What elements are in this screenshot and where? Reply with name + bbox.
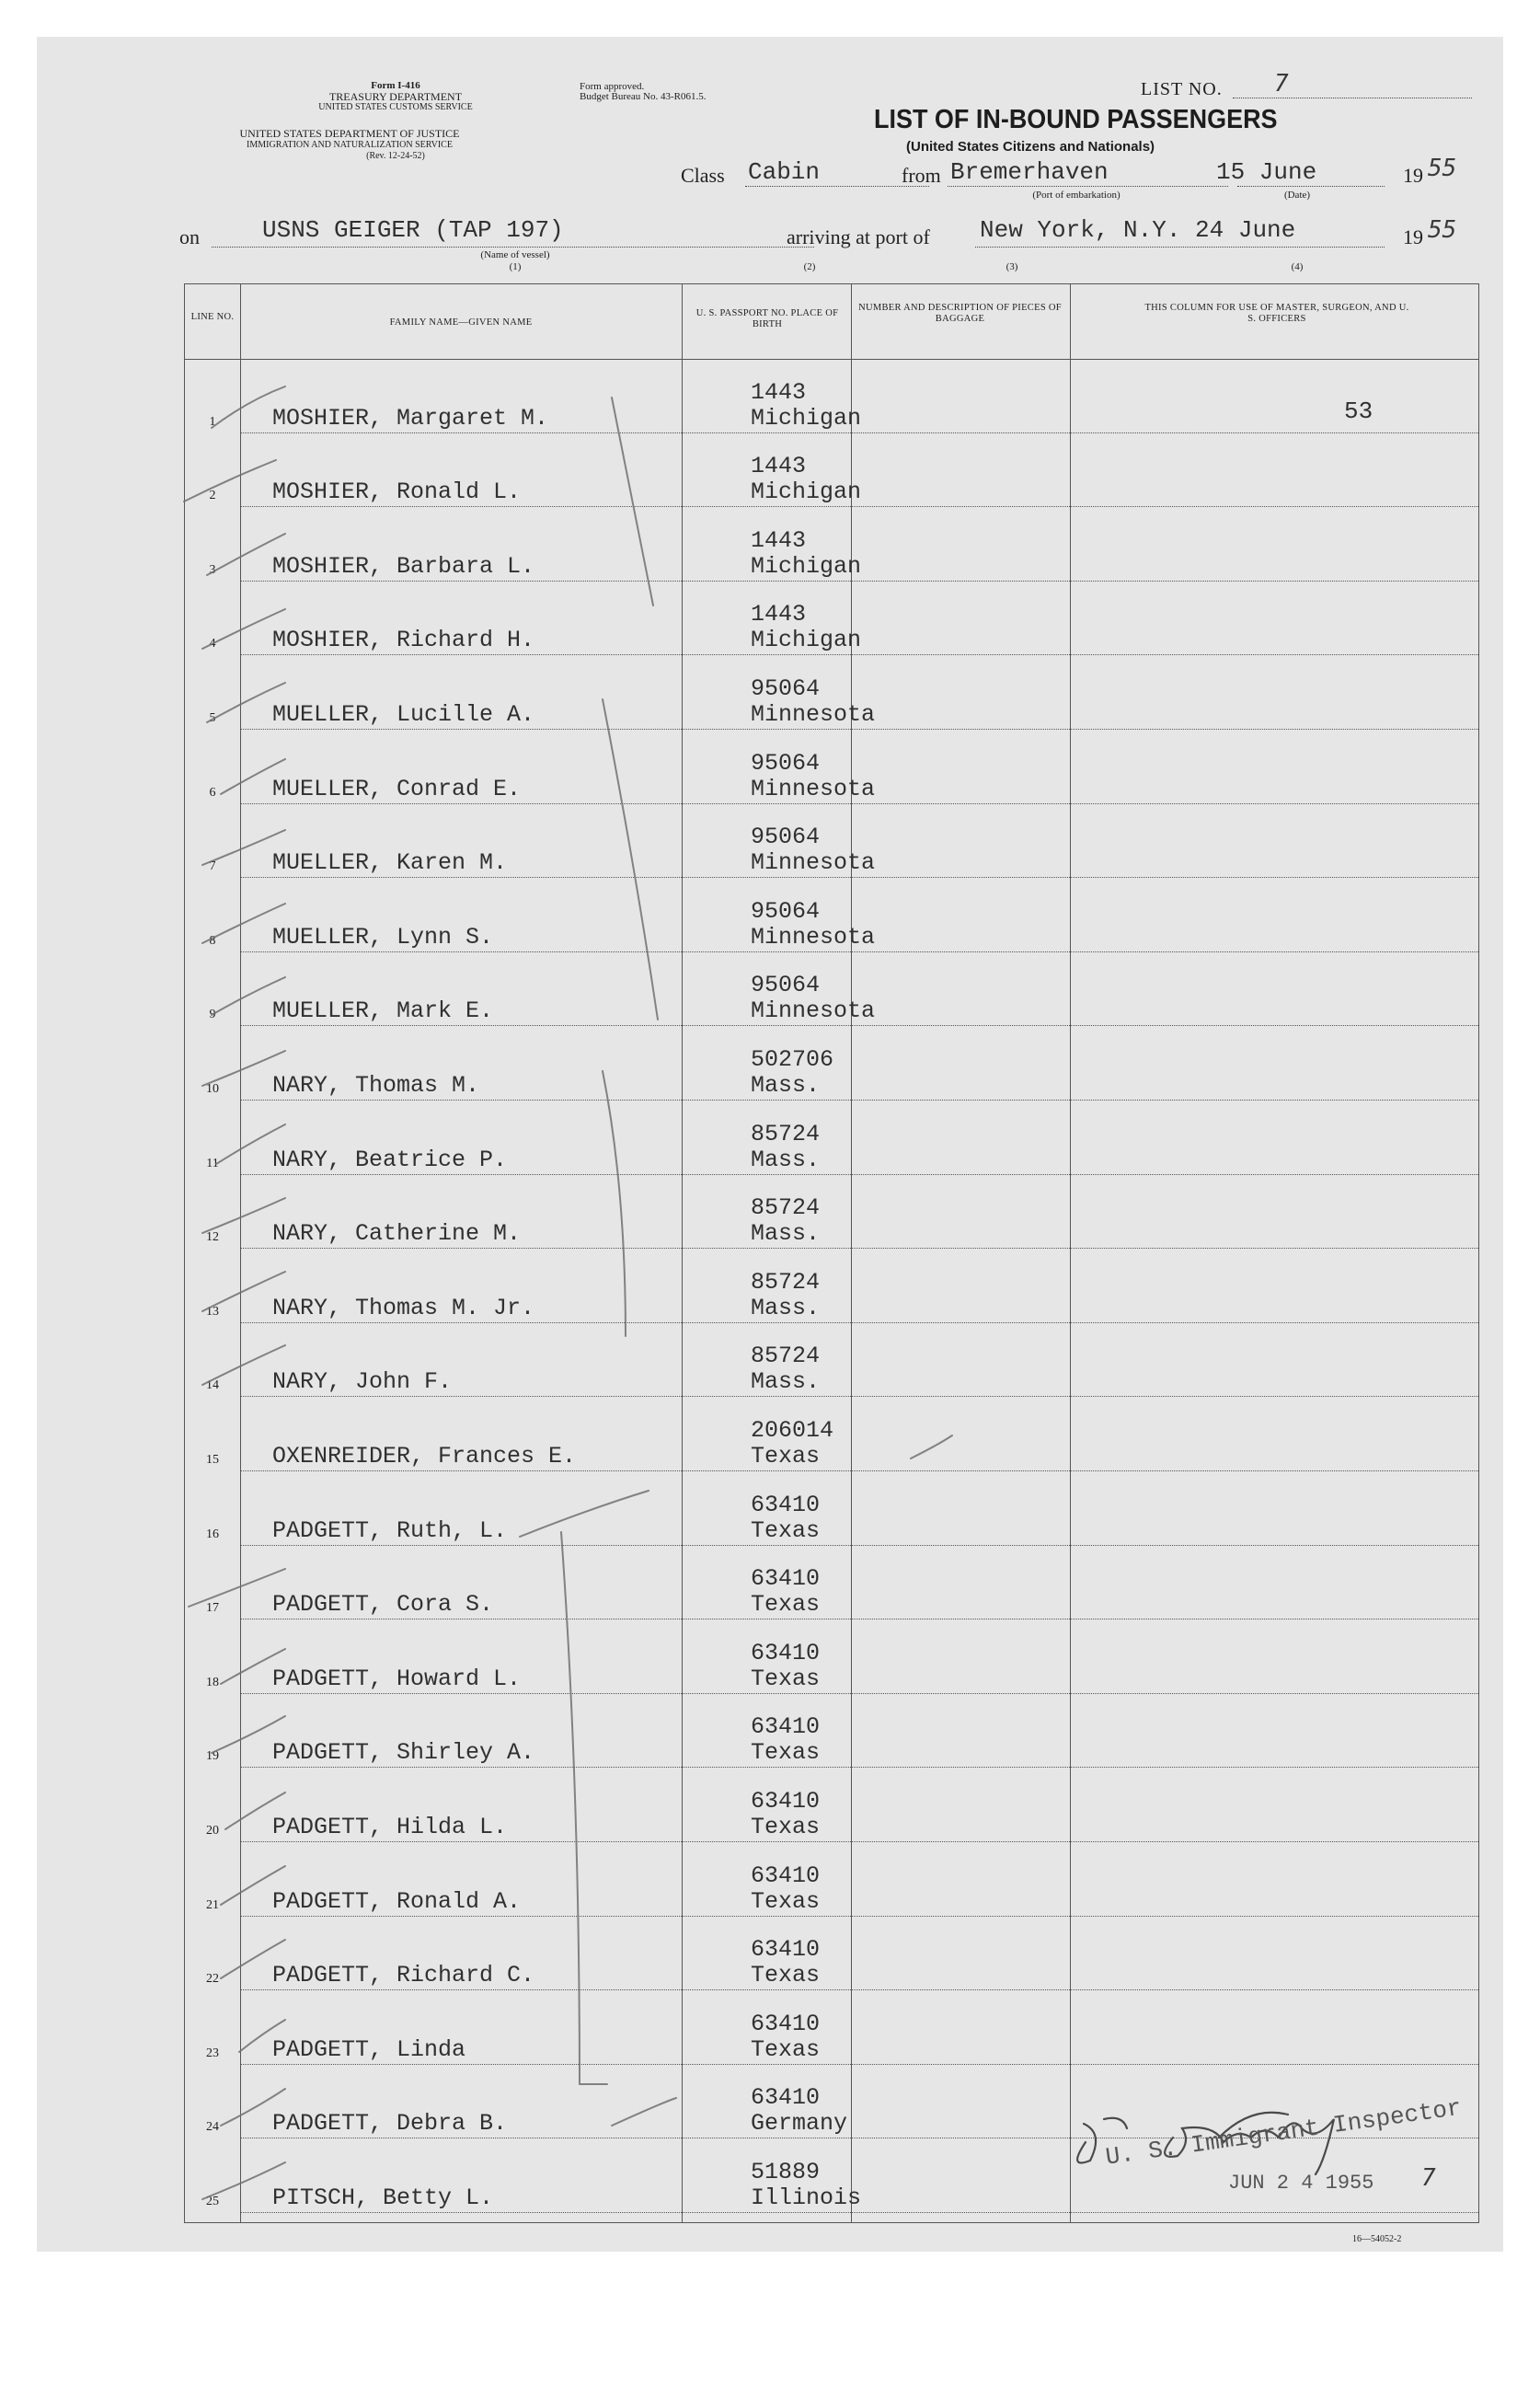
list-no-label: LIST NO. — [1141, 79, 1223, 99]
line-number: 24 — [206, 2120, 219, 2135]
table-row — [185, 1842, 1478, 1917]
port-caption: (Port of embarkation) — [1032, 190, 1121, 201]
table-row — [185, 1471, 1478, 1546]
passenger-name: PADGETT, Shirley A. — [272, 1739, 535, 1767]
revision: (Rev. 12-24-52) — [366, 151, 425, 161]
line-number: 21 — [206, 1897, 219, 1912]
passport-number: 63410 — [751, 2084, 821, 2112]
stamp-date: JUN 2 4 1955 — [1228, 2172, 1374, 2195]
table-row — [185, 878, 1478, 952]
budget-bureau: Budget Bureau No. 43-R061.5. — [580, 91, 707, 102]
table-row — [185, 952, 1478, 1027]
manifest-page — [37, 37, 1503, 2252]
line-number: 22 — [206, 1972, 219, 1987]
passenger-name: PADGETT, Ronald A. — [272, 1887, 522, 1915]
table-row — [185, 1175, 1478, 1250]
place-of-birth: Minnesota — [751, 849, 876, 877]
passport-number: 85724 — [751, 1343, 821, 1370]
place-of-birth: Texas — [751, 1442, 821, 1470]
passport-number: 63410 — [751, 1862, 821, 1889]
table-row — [185, 1101, 1478, 1175]
place-of-birth: Texas — [751, 1962, 821, 1989]
passenger-name: MUELLER, Mark E. — [272, 997, 494, 1025]
line-number: 23 — [206, 2046, 219, 2060]
line-number: 19 — [206, 1749, 219, 1764]
line-number: 7 — [209, 859, 216, 874]
passport-number: 95064 — [751, 897, 821, 925]
passenger-name: MUELLER, Karen M. — [272, 849, 508, 877]
col4-number: (4) — [1291, 261, 1304, 272]
passport-number: 1443 — [751, 526, 807, 554]
place-of-birth: Mass. — [751, 1146, 821, 1173]
place-of-birth: Minnesota — [751, 700, 876, 728]
arrival-year-prefix: 19 — [1403, 225, 1423, 248]
form-approved: Form approved. — [580, 81, 645, 92]
line-number: 15 — [206, 1452, 219, 1467]
line-number: 25 — [206, 2194, 219, 2208]
class-value: Cabin — [748, 158, 821, 186]
passenger-name: MUELLER, Lynn S. — [272, 923, 494, 951]
passport-number: 206014 — [751, 1416, 834, 1444]
header-line-no: LINE NO. — [190, 312, 235, 322]
line-number: 2 — [209, 489, 216, 503]
stamp-mark: 7 — [1421, 2164, 1436, 2192]
line-number: 12 — [206, 1230, 219, 1245]
date-caption: (Date) — [1283, 190, 1311, 201]
line-number: 16 — [206, 1527, 219, 1541]
ins-service: IMMIGRATION AND NATURALIZATION SERVICE — [247, 140, 453, 150]
line-number: 14 — [206, 1378, 219, 1393]
passport-number: 502706 — [751, 1045, 834, 1073]
passenger-name: PITSCH, Betty L. — [272, 2184, 494, 2211]
inspector-stamp: U. S. Immigrant Inspector — [1104, 2093, 1464, 2172]
passenger-name: PADGETT, Richard C. — [272, 1962, 535, 1989]
footer-code: 16—54052-2 — [1352, 2234, 1402, 2244]
passport-number: 85724 — [751, 1120, 821, 1147]
line-number: 9 — [209, 1008, 216, 1022]
passenger-name: PADGETT, Cora S. — [272, 1591, 494, 1619]
arrival-port-date: New York, N.Y. 24 June — [980, 216, 1296, 244]
passenger-name: MOSHIER, Ronald L. — [272, 478, 522, 506]
on-label: on — [179, 225, 200, 248]
passport-number: 63410 — [751, 1565, 821, 1593]
line-number: 8 — [209, 933, 216, 948]
col3-number: (3) — [1006, 261, 1018, 272]
table-row — [185, 1990, 1478, 2065]
place-of-birth: Mass. — [751, 1294, 821, 1321]
document-subtitle: (United States Citizens and Nationals) — [906, 139, 1155, 155]
header-passport: U. S. PASSPORT NO. PLACE OF BIRTH — [695, 308, 839, 329]
col1-number: (1) — [509, 261, 522, 272]
list-number: 7 — [1274, 70, 1289, 98]
place-of-birth: Texas — [751, 1516, 821, 1544]
place-of-birth: Michigan — [751, 478, 862, 506]
table-row — [185, 359, 1478, 433]
justice-dept: UNITED STATES DEPARTMENT OF JUSTICE — [239, 127, 460, 140]
table-row — [185, 582, 1478, 656]
table-row — [185, 1026, 1478, 1101]
passenger-name: PADGETT, Debra B. — [272, 2110, 508, 2138]
passport-number: 85724 — [751, 1268, 821, 1296]
passenger-name: PADGETT, Howard L. — [272, 1665, 522, 1692]
place-of-birth: Minnesota — [751, 923, 876, 951]
place-of-birth: Michigan — [751, 404, 862, 432]
passenger-table — [184, 283, 1479, 2223]
vessel-name: USNS GEIGER (TAP 197) — [262, 216, 564, 244]
passport-number: 63410 — [751, 1787, 821, 1815]
passport-number: 63410 — [751, 1713, 821, 1741]
table-row — [185, 1323, 1478, 1398]
line-number: 6 — [209, 785, 216, 800]
class-label: Class — [681, 164, 725, 187]
place-of-birth: Texas — [751, 1813, 821, 1840]
passenger-name: PADGETT, Ruth, L. — [272, 1516, 508, 1544]
place-of-birth: Minnesota — [751, 775, 876, 802]
header-officers: THIS COLUMN FOR USE OF MASTER, SURGEON, AND U. S. OFFICERS — [1144, 303, 1409, 324]
passport-number: 63410 — [751, 2010, 821, 2037]
passport-number: 63410 — [751, 1491, 821, 1518]
passenger-name: OXENREIDER, Frances E. — [272, 1442, 577, 1470]
table-row — [185, 1397, 1478, 1471]
passenger-name: PADGETT, Hilda L. — [272, 1813, 508, 1840]
table-row — [185, 804, 1478, 879]
line-number: 20 — [206, 1823, 219, 1838]
passenger-name: NARY, Beatrice P. — [272, 1146, 508, 1173]
line-number: 4 — [209, 637, 216, 651]
arrival-year: 55 — [1428, 216, 1457, 244]
table-row — [185, 1546, 1478, 1620]
passport-number: 63410 — [751, 1936, 821, 1964]
place-of-birth: Mass. — [751, 1071, 821, 1099]
passenger-name: MOSHIER, Margaret M. — [272, 404, 549, 432]
passenger-name: MUELLER, Conrad E. — [272, 775, 522, 802]
passport-number: 1443 — [751, 453, 807, 480]
document-title: LIST OF IN-BOUND PASSENGERS — [874, 105, 1278, 134]
table-row — [185, 1694, 1478, 1769]
line-number: 11 — [206, 1156, 219, 1170]
passenger-name: MOSHIER, Barbara L. — [272, 552, 535, 580]
passenger-name: MOSHIER, Richard H. — [272, 627, 535, 654]
passport-number: 95064 — [751, 824, 821, 851]
table-row — [185, 730, 1478, 804]
table-row — [185, 507, 1478, 582]
place-of-birth: Michigan — [751, 552, 862, 580]
place-of-birth: Mass. — [751, 1220, 821, 1248]
passport-number: 95064 — [751, 674, 821, 702]
line-number: 10 — [206, 1081, 219, 1096]
place-of-birth: Illinois — [751, 2184, 862, 2211]
line-number: 13 — [206, 1304, 219, 1319]
passenger-name: NARY, Thomas M. — [272, 1071, 480, 1099]
table-row — [185, 655, 1478, 730]
col2-number: (2) — [803, 261, 816, 272]
line-number: 18 — [206, 1675, 219, 1689]
passenger-name: PADGETT, Linda — [272, 2035, 466, 2063]
customs-service: UNITED STATES CUSTOMS SERVICE — [318, 102, 473, 112]
form-number: Form I-416 — [371, 80, 420, 91]
passport-number: 85724 — [751, 1194, 821, 1222]
from-value: Bremerhaven — [950, 158, 1109, 186]
line-number: 5 — [209, 710, 216, 725]
header-baggage: NUMBER AND DESCRIPTION OF PIECES OF BAGGAGE — [858, 303, 1062, 324]
officer-note: 53 — [1344, 398, 1373, 425]
passport-number: 51889 — [751, 2158, 821, 2185]
passport-number: 95064 — [751, 972, 821, 999]
place-of-birth: Germany — [751, 2110, 848, 2138]
passenger-name: MUELLER, Lucille A. — [272, 700, 535, 728]
treasury-dept: TREASURY DEPARTMENT — [328, 90, 463, 103]
place-of-birth: Minnesota — [751, 997, 876, 1025]
departure-date: 15 June — [1216, 158, 1317, 186]
passenger-name: NARY, Thomas M. Jr. — [272, 1294, 535, 1321]
passport-number: 95064 — [751, 749, 821, 777]
place-of-birth: Texas — [751, 1591, 821, 1619]
table-row — [185, 433, 1478, 508]
vessel-caption: (Name of vessel) — [480, 249, 550, 260]
passport-number: 63410 — [751, 1639, 821, 1666]
header-name: FAMILY NAME—GIVEN NAME — [389, 317, 533, 328]
passenger-name: NARY, John F. — [272, 1368, 453, 1396]
line-number: 17 — [206, 1601, 219, 1616]
table-row — [185, 1768, 1478, 1842]
passenger-name: NARY, Catherine M. — [272, 1220, 522, 1248]
year-prefix: 19 — [1403, 164, 1423, 187]
place-of-birth: Texas — [751, 1665, 821, 1692]
place-of-birth: Mass. — [751, 1368, 821, 1396]
place-of-birth: Texas — [751, 2035, 821, 2063]
place-of-birth: Texas — [751, 1739, 821, 1767]
table-row — [185, 1619, 1478, 1694]
passport-number: 1443 — [751, 601, 807, 628]
passport-number: 1443 — [751, 378, 807, 406]
table-row — [185, 1249, 1478, 1323]
place-of-birth: Michigan — [751, 627, 862, 654]
place-of-birth: Texas — [751, 1887, 821, 1915]
line-number: 3 — [209, 562, 216, 577]
from-label: from — [902, 164, 941, 187]
table-row — [185, 1917, 1478, 1991]
arriving-label: arriving at port of — [787, 225, 930, 248]
departure-year: 55 — [1428, 155, 1457, 182]
line-number: 1 — [209, 414, 216, 429]
